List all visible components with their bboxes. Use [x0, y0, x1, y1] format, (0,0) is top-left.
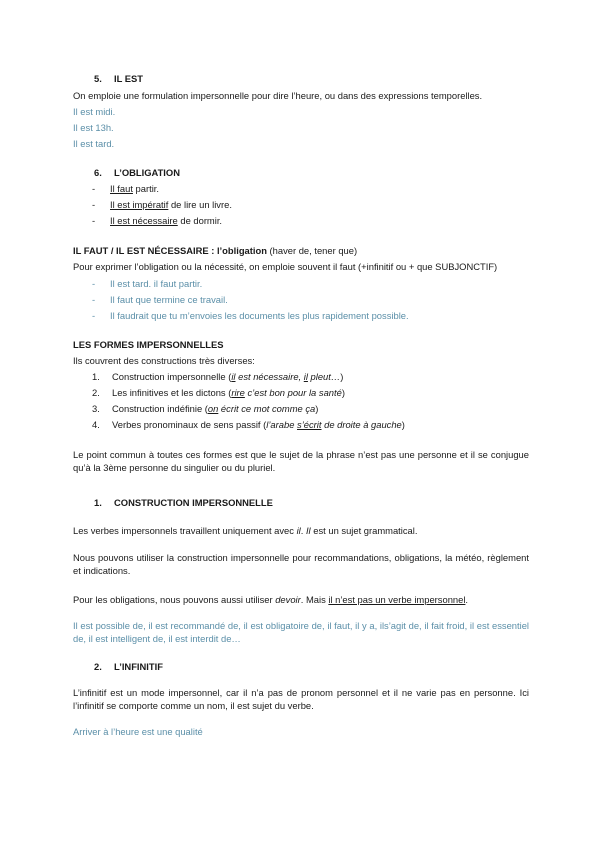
heading-obligation: 6. L’OBLIGATION — [94, 167, 180, 178]
list-item: - Il est nécessaire de dormir. — [92, 215, 223, 226]
list-item: 3. Construction indéfinie (on écrit ce mot comme ça) — [92, 403, 319, 414]
paragraph-constructions: Ils couvrent des constructions très diverses: — [73, 355, 255, 366]
list-item: - Il faudrait que tu m’envoies les documents les plus rapidement possible. — [92, 310, 409, 321]
list-item: 1. Construction impersonnelle (il est nécessaire, il pleut…) — [92, 371, 344, 382]
list-item: - Il faut que termine ce travail. — [92, 294, 228, 305]
paragraph-obligation: Pour exprimer l’obligation ou la nécessité, on emploie souvent il faut (+infinitif ou + que SUBJONCTIF) — [73, 261, 498, 272]
list-item: 2. Les infinitives et les dictons (rire c’est bon pour la santé) — [92, 387, 345, 398]
paragraph-verbes-impersonnels: Les verbes impersonnels travaillent uniquement avec il. Il est un sujet grammatical. — [73, 525, 418, 536]
heading-il-faut: IL FAUT / IL EST NÉCESSAIRE : l’obligation (haver de, tener que) — [73, 245, 358, 256]
heading-infinitif: 2. L’INFINITIF — [94, 661, 163, 672]
list-item: 4. Verbes pronominaux de sens passif (l’arabe s’écrit de droite à gauche) — [92, 419, 405, 430]
paragraph-recommandations: Nous pouvons utiliser la construction impersonnelle pour recommandations, obligations, la météo, règlement et indications. — [73, 552, 529, 576]
heading-formes: LES FORMES IMPERSONNELLES — [73, 339, 224, 350]
list-item: - Il est impératif de lire un livre. — [92, 199, 232, 210]
paragraph-heure: On emploie une formulation impersonnelle pour dire l’heure, ou dans des expressions temporelles. — [73, 90, 483, 101]
list-item: - Il est tard. il faut partir. — [92, 278, 203, 289]
example-line: Il est tard. — [73, 138, 115, 149]
paragraph-point-commun: Le point commun à toutes ces formes est que le sujet de la phrase n’est pas une personne et il se conjugue qu’à la 3ème personne du singulier ou du pluriel. — [73, 449, 529, 473]
list-item: - Il faut partir. — [92, 183, 159, 194]
example-line: Il est midi. — [73, 106, 116, 117]
examples-expressions: Il est possible de, il est recommandé de, il est obligatoire de, il faut, il y a, ils’agit de, il fait froid, il est essentiel de, il est intelligent de, il est interdit de… — [73, 620, 529, 644]
heading-il-est: 5. IL EST — [94, 73, 143, 84]
heading-construction-impersonnelle: 1. CONSTRUCTION IMPERSONNELLE — [94, 497, 273, 508]
example-line: Il est 13h. — [73, 122, 114, 133]
paragraph-devoir: Pour les obligations, nous pouvons aussi utiliser devoir. Mais il n’est pas un verbe impersonnel. — [73, 594, 469, 605]
paragraph-infinitif: L’infinitif est un mode impersonnel, car il n’a pas de pronom personnel et il ne varie pas en personne. Ici l’infinitif se comporte comme un nom, il est sujet du verbe. — [73, 687, 529, 711]
example-line: Arriver à l’heure est une qualité — [73, 726, 203, 737]
